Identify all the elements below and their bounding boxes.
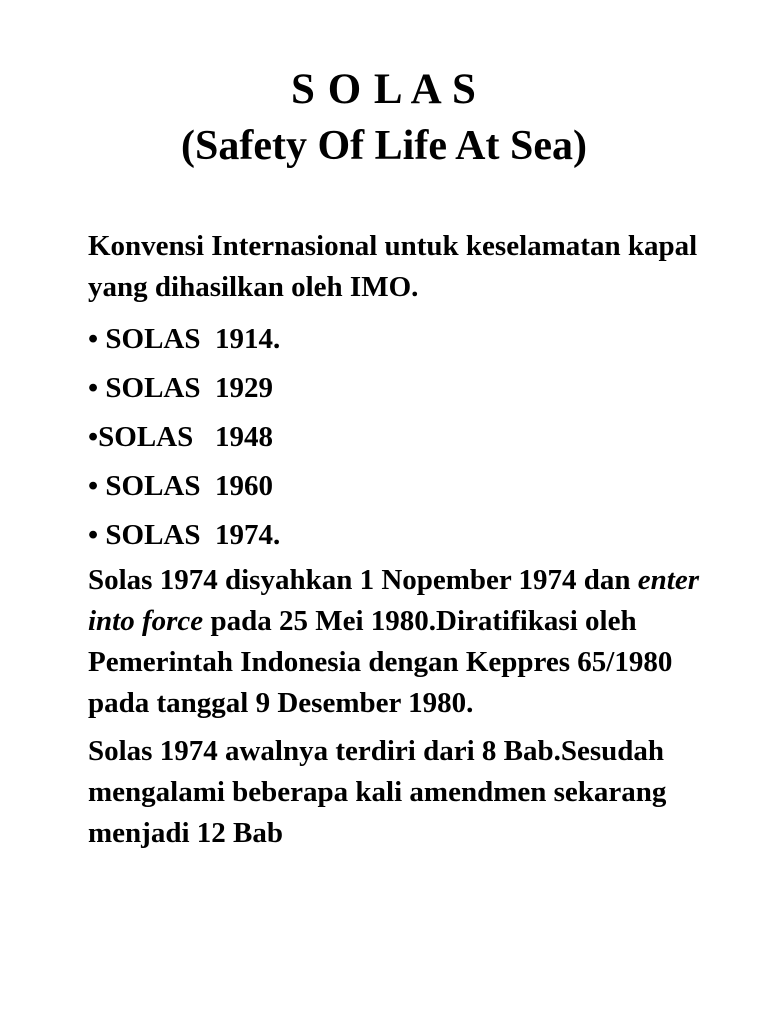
body-content	[88, 226, 728, 861]
ratification-italic-phrase: enter into force	[88, 564, 700, 637]
list-item: •SOLAS 1948	[88, 421, 274, 453]
intro-paragraph: Konvensi Internasional untuk keselamatan kapal yang dihasilkan oleh IMO.	[88, 230, 698, 303]
ratification-text-end: pada 25 Mei 1980.Diratifikasi oleh Pemerintah Indonesia dengan Keppres 65/1980 pada tanggal 9 Desember 1980.	[88, 605, 673, 719]
list-item: • SOLAS 1974.	[88, 519, 281, 551]
chapters-paragraph: Solas 1974 awalnya terdiri dari 8 Bab.Sesudah mengalami beberapa kali amendmen sekarang menjadi 12 Bab	[88, 735, 667, 849]
ratification-paragraph	[88, 560, 728, 724]
page-title	[0, 62, 768, 174]
list-item: • SOLAS 1929	[88, 372, 274, 404]
list-item: • SOLAS 1914.	[88, 323, 281, 355]
solas-versions-list	[88, 315, 728, 560]
title-acronym: S O L A S	[291, 66, 477, 113]
ratification-text-start: Solas 1974 disyahkan 1 Nopember 1974 dan	[88, 564, 638, 596]
title-expansion: (Safety Of Life At Sea)	[181, 123, 587, 169]
list-item: • SOLAS 1960	[88, 470, 274, 502]
